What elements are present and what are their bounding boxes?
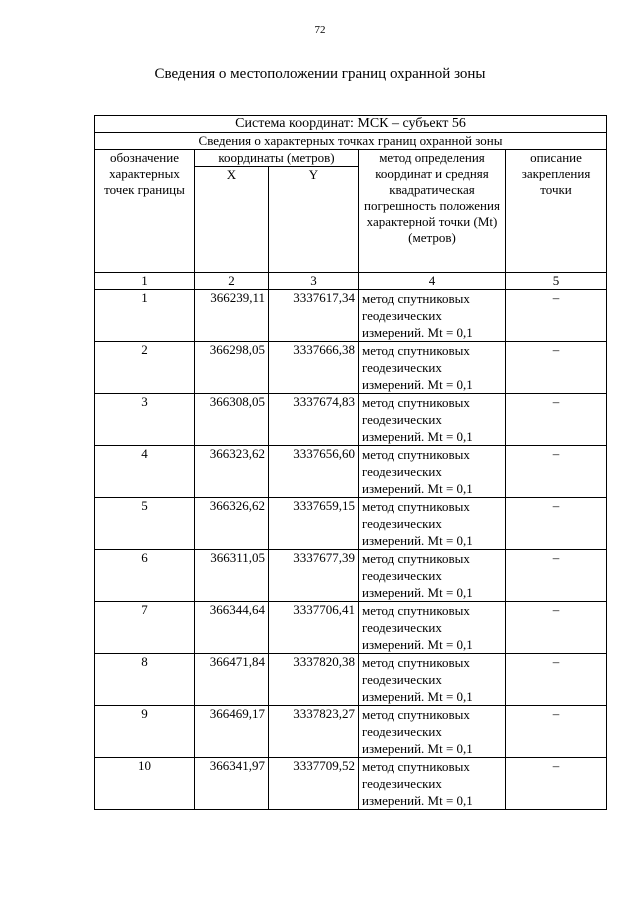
point-id: 6 bbox=[95, 550, 195, 602]
table-row bbox=[95, 446, 607, 498]
coord-x: 366469,17 bbox=[195, 706, 269, 758]
method-cell: метод спутниковых геодезических измерений. Mt = 0,1 bbox=[359, 342, 506, 394]
col-number: 4 bbox=[359, 273, 506, 290]
point-id: 8 bbox=[95, 654, 195, 706]
coordinate-system-row bbox=[95, 116, 607, 133]
col-number: 2 bbox=[195, 273, 269, 290]
header-x: X bbox=[195, 167, 269, 273]
coord-x: 366308,05 bbox=[195, 394, 269, 446]
coord-x: 366298,05 bbox=[195, 342, 269, 394]
description-cell: – bbox=[506, 290, 607, 342]
coordinate-system: Система координат: МСК – субъект 56 bbox=[95, 116, 607, 133]
coord-x: 366471,84 bbox=[195, 654, 269, 706]
coord-y: 3337677,39 bbox=[269, 550, 359, 602]
description-cell: – bbox=[506, 394, 607, 446]
coord-y: 3337706,41 bbox=[269, 602, 359, 654]
description-cell: – bbox=[506, 758, 607, 810]
coord-x: 366323,62 bbox=[195, 446, 269, 498]
description-cell: – bbox=[506, 706, 607, 758]
description-cell: – bbox=[506, 654, 607, 706]
description-cell: – bbox=[506, 550, 607, 602]
table-row bbox=[95, 394, 607, 446]
description-cell: – bbox=[506, 498, 607, 550]
table-row bbox=[95, 550, 607, 602]
header-coordinates: координаты (метров) bbox=[195, 150, 359, 167]
header-row bbox=[95, 150, 607, 167]
table-row bbox=[95, 602, 607, 654]
coord-y: 3337820,38 bbox=[269, 654, 359, 706]
subtitle-row bbox=[95, 133, 607, 150]
table-subtitle: Сведения о характерных точках границ охранной зоны bbox=[95, 133, 607, 150]
col-number: 5 bbox=[506, 273, 607, 290]
method-cell: метод спутниковых геодезических измерений. Mt = 0,1 bbox=[359, 550, 506, 602]
header-method: метод определения координат и средняя квадратическая погрешность положения характерной точки (Mt) (метров) bbox=[359, 150, 506, 273]
point-id: 9 bbox=[95, 706, 195, 758]
description-cell: – bbox=[506, 342, 607, 394]
method-cell: метод спутниковых геодезических измерений. Mt = 0,1 bbox=[359, 498, 506, 550]
point-id: 5 bbox=[95, 498, 195, 550]
coord-x: 366311,05 bbox=[195, 550, 269, 602]
table-row bbox=[95, 654, 607, 706]
coord-y: 3337674,83 bbox=[269, 394, 359, 446]
method-cell: метод спутниковых геодезических измерений. Mt = 0,1 bbox=[359, 758, 506, 810]
point-id: 4 bbox=[95, 446, 195, 498]
description-cell: – bbox=[506, 446, 607, 498]
method-cell: метод спутниковых геодезических измерений. Mt = 0,1 bbox=[359, 602, 506, 654]
coord-y: 3337659,15 bbox=[269, 498, 359, 550]
coord-x: 366239,11 bbox=[195, 290, 269, 342]
method-cell: метод спутниковых геодезических измерений. Mt = 0,1 bbox=[359, 290, 506, 342]
col-number: 1 bbox=[95, 273, 195, 290]
column-number-row bbox=[95, 273, 607, 290]
col-number: 3 bbox=[269, 273, 359, 290]
coord-y: 3337666,38 bbox=[269, 342, 359, 394]
boundary-points-table bbox=[94, 115, 607, 810]
coord-y: 3337656,60 bbox=[269, 446, 359, 498]
coord-x: 366341,97 bbox=[195, 758, 269, 810]
point-id: 7 bbox=[95, 602, 195, 654]
coord-y: 3337823,27 bbox=[269, 706, 359, 758]
method-cell: метод спутниковых геодезических измерений. Mt = 0,1 bbox=[359, 446, 506, 498]
table-row bbox=[95, 342, 607, 394]
method-cell: метод спутниковых геодезических измерений. Mt = 0,1 bbox=[359, 394, 506, 446]
coord-y: 3337617,34 bbox=[269, 290, 359, 342]
coord-y: 3337709,52 bbox=[269, 758, 359, 810]
point-id: 3 bbox=[95, 394, 195, 446]
description-cell: – bbox=[506, 602, 607, 654]
method-cell: метод спутниковых геодезических измерений. Mt = 0,1 bbox=[359, 654, 506, 706]
point-id: 10 bbox=[95, 758, 195, 810]
table-row bbox=[95, 290, 607, 342]
coord-x: 366326,62 bbox=[195, 498, 269, 550]
method-cell: метод спутниковых геодезических измерений. Mt = 0,1 bbox=[359, 706, 506, 758]
table-row bbox=[95, 758, 607, 810]
header-description: описание закрепления точки bbox=[506, 150, 607, 273]
table-row bbox=[95, 498, 607, 550]
document-title: Сведения о местоположении границ охранной зоны bbox=[154, 66, 486, 82]
page-number: 72 bbox=[314, 24, 326, 36]
table-row bbox=[95, 706, 607, 758]
point-id: 1 bbox=[95, 290, 195, 342]
header-designation: обозначение характерных точек границы bbox=[95, 150, 195, 273]
header-y: Y bbox=[269, 167, 359, 273]
point-id: 2 bbox=[95, 342, 195, 394]
coord-x: 366344,64 bbox=[195, 602, 269, 654]
